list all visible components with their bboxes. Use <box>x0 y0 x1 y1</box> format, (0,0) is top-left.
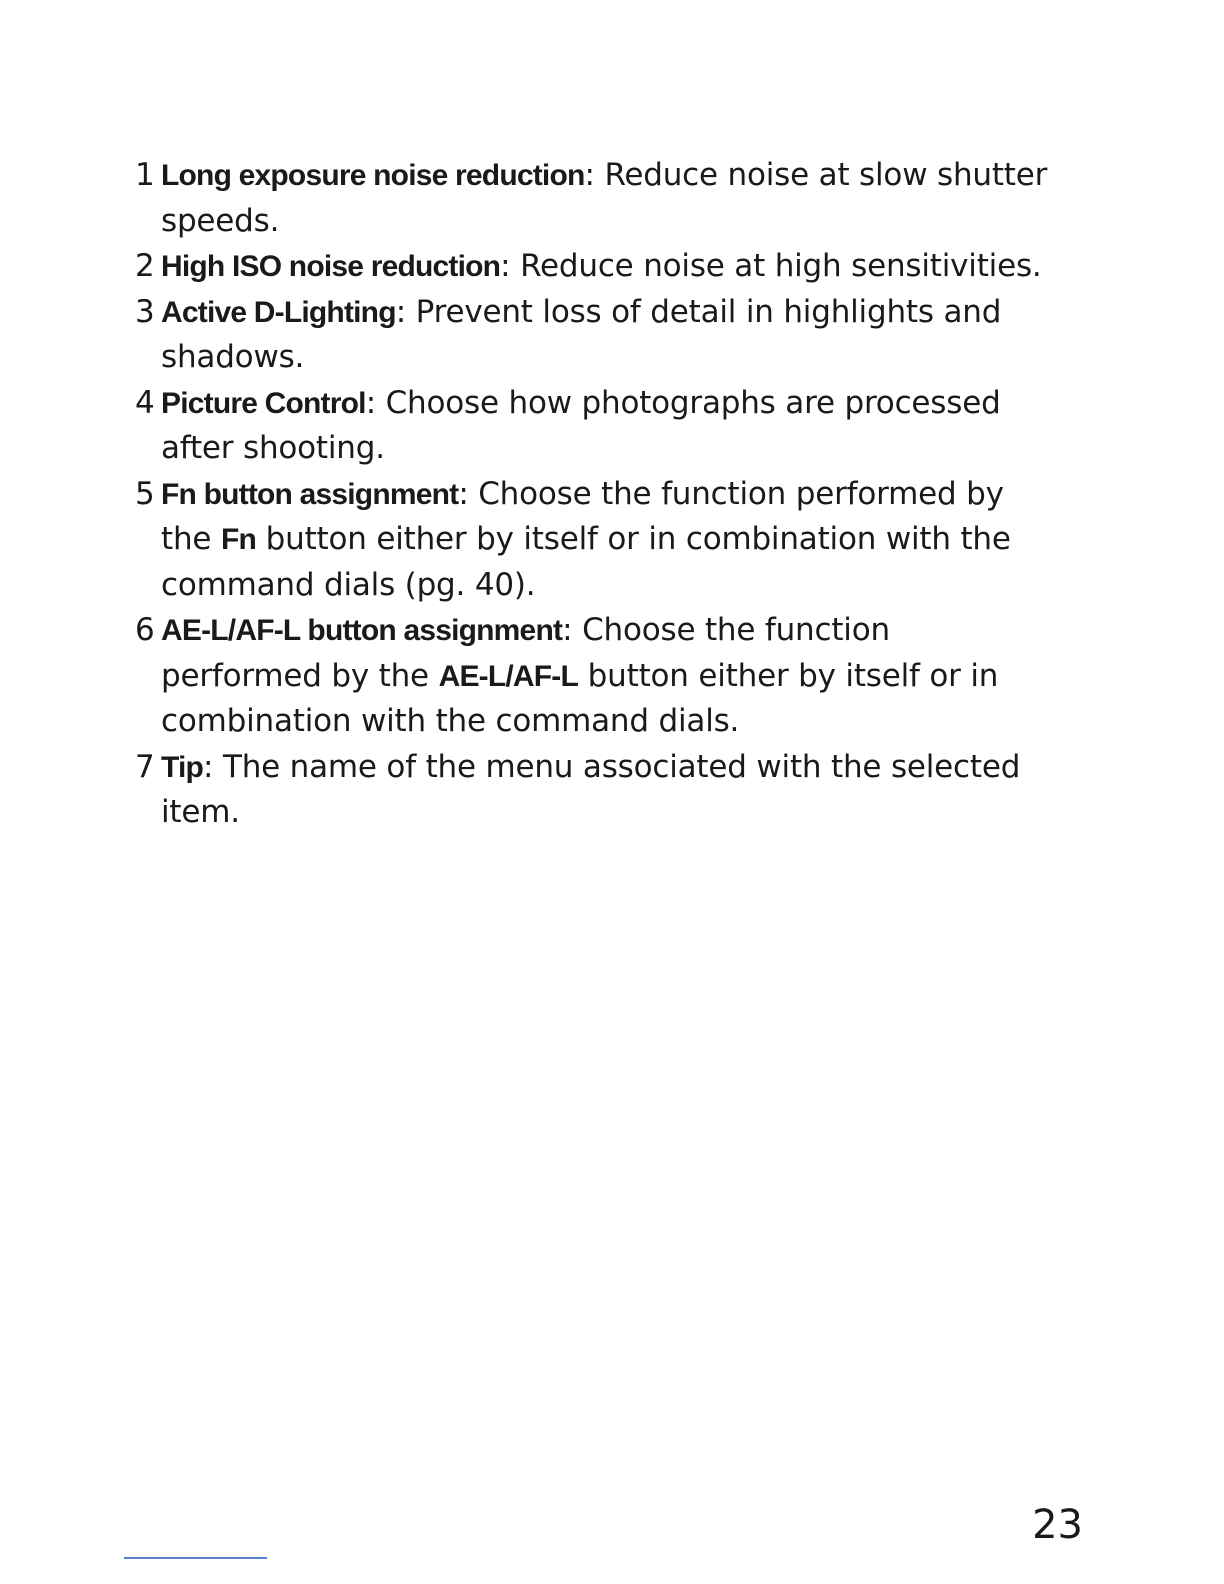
item-description-part: Choose the function performed by the <box>161 612 890 694</box>
item-number: 2 <box>135 248 155 284</box>
item-description: Reduce noise at slow shutter speeds. <box>161 157 1048 239</box>
item-term: Picture Control <box>161 386 366 420</box>
item-number: 5 <box>135 475 155 512</box>
item-description-part: button either by itself or in combination with the command dials (pg. 40). <box>161 521 1011 603</box>
item-term: High ISO noise reduction <box>161 250 501 283</box>
item-number: 1 <box>135 157 155 193</box>
item-separator: : <box>562 612 583 648</box>
list-item <box>135 472 1055 609</box>
item-term: Tip <box>161 750 204 784</box>
list-item <box>135 290 1055 381</box>
list-item <box>135 608 1055 745</box>
item-term: Active D-Lighting <box>161 295 396 329</box>
item-term: Fn button assignment <box>161 477 459 511</box>
item-description: Reduce noise at high sensitivities. <box>520 248 1042 284</box>
item-term: AE-L/AF-L button assignment <box>161 614 563 647</box>
list-item <box>135 745 1055 836</box>
item-separator: : <box>365 384 386 421</box>
list-item <box>135 153 1055 244</box>
item-separator: : <box>458 475 479 512</box>
item-separator: : <box>203 748 223 785</box>
item-description: The name of the menu associated with the selected item. <box>161 748 1021 830</box>
item-number: 7 <box>135 748 155 785</box>
button-name-inline: Fn <box>220 523 256 556</box>
page-number: 23 <box>1032 1502 1083 1548</box>
menu-item-descriptions-list <box>135 153 1055 836</box>
button-name-inline: AE-L/AF-L <box>438 659 579 693</box>
list-item <box>135 244 1055 290</box>
item-number: 4 <box>135 384 155 421</box>
item-separator: : <box>395 293 416 330</box>
footer-rule <box>124 1557 267 1559</box>
item-number: 6 <box>135 612 155 648</box>
item-description: Prevent loss of detail in highlights and shadows. <box>161 293 1002 375</box>
item-number: 3 <box>135 293 155 330</box>
item-separator: : <box>500 248 521 284</box>
item-term: Long exposure noise reduction <box>161 159 585 192</box>
list-item <box>135 381 1055 472</box>
item-description-part: Choose the function performed by the <box>161 475 1004 557</box>
item-separator: : <box>584 157 605 193</box>
item-description: Choose how photographs are processed after shooting. <box>161 384 1001 466</box>
item-description-part: button either by itself or in combination with the command dials. <box>161 657 999 739</box>
